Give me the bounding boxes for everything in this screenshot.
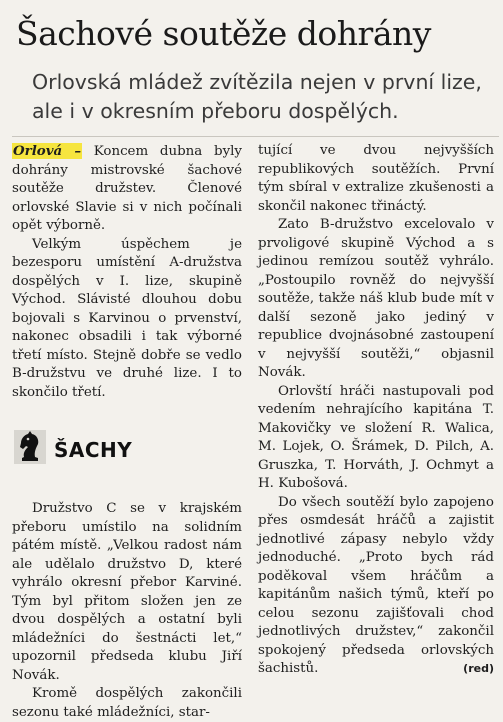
paragraph-continued: tující ve dvou nejvyšších republikových soutěžích. První tým sbíral v extralize zkušenosti a skončil nakonec třináctý. [258,143,494,214]
article-column-left [12,142,242,722]
chess-knight-icon [12,428,48,473]
headline: Šachové soutěže dohrány [16,14,431,53]
placename: Orlová – [13,143,82,159]
article-column-right [258,142,494,679]
paragraph: Orlovští hráči nastupovali pod vedením nehrajícího kapitána T. Makovičky ve složení R. Walica, M. Lojek, O. Šrámek, D. Pilch, A. Gruszka, T. Horváth, J. Ochmyt a H. Kubošová. [258,383,494,491]
section-label: ŠACHY [54,437,133,462]
paragraph: Zato B-družstvo excelovalo v prvoligové skupině Východ a s jedinou remízou soutěž vyhrálo. „Postoupilo rovněž do nejvyšší soutěže, takže náš klub bude mít v další sezoně jako jediný v republice dvojnásobné zastoupení v nejvyšší soutěži,“ objasnil Novák. [258,217,494,380]
paragraph [258,494,494,679]
closing-text: Do všech soutěží bylo zapojeno přes osmdesát hráčů a zajistit jednotlivé zápasy nebylo vždy jednoduché. „Proto bych rád poděkoval všem hráčům a kapitánům našich týmů, kteří po celou sezonu zajišťovali chod jednotlivých družstev,“ zakončil spokojený předseda orlovských šachistů. [258,494,494,676]
divider [12,136,499,137]
lead-text: Koncem dubna byly dohrány mistrovské šachové soutěže družstev. Členové orlovské Slavie si v nich počínali opět výborně. [12,144,242,233]
lead-paragraph [12,142,242,236]
author-signature: (red) [463,662,494,675]
paragraph: Velkým úspěchem je bezesporu umístění A-družstva dospělých v I. lize, skupině Východ. Slávisté dlouhou dobu bojovali s Karvinou o prvenství, nakonec obsadili i tak výborné třetí místo. Stejně dobře se vedlo B-družstvu ve druhé lize. I to skončilo třetí. [12,236,242,400]
paragraph: Kromě dospělých zakončili sezonu také mládežníci, star- [12,686,242,720]
paragraph: Družstvo C se v krajském přeboru umístilo na solidním pátém místě. „Velkou radost nám ale udělalo družstvo D, které vyhrálo okresní přebor Karviné. Tým byl přitom složen jen ze dvou dospělých a ostatní byli mládežníci do šestnácti let,“ upozornil předseda klubu Jiří Novák. [12,501,242,683]
section-header [12,430,242,470]
subheadline: Orlovská mládež zvítězila nejen v první lize, ale i v okresním přeboru dospělých. [32,70,482,123]
